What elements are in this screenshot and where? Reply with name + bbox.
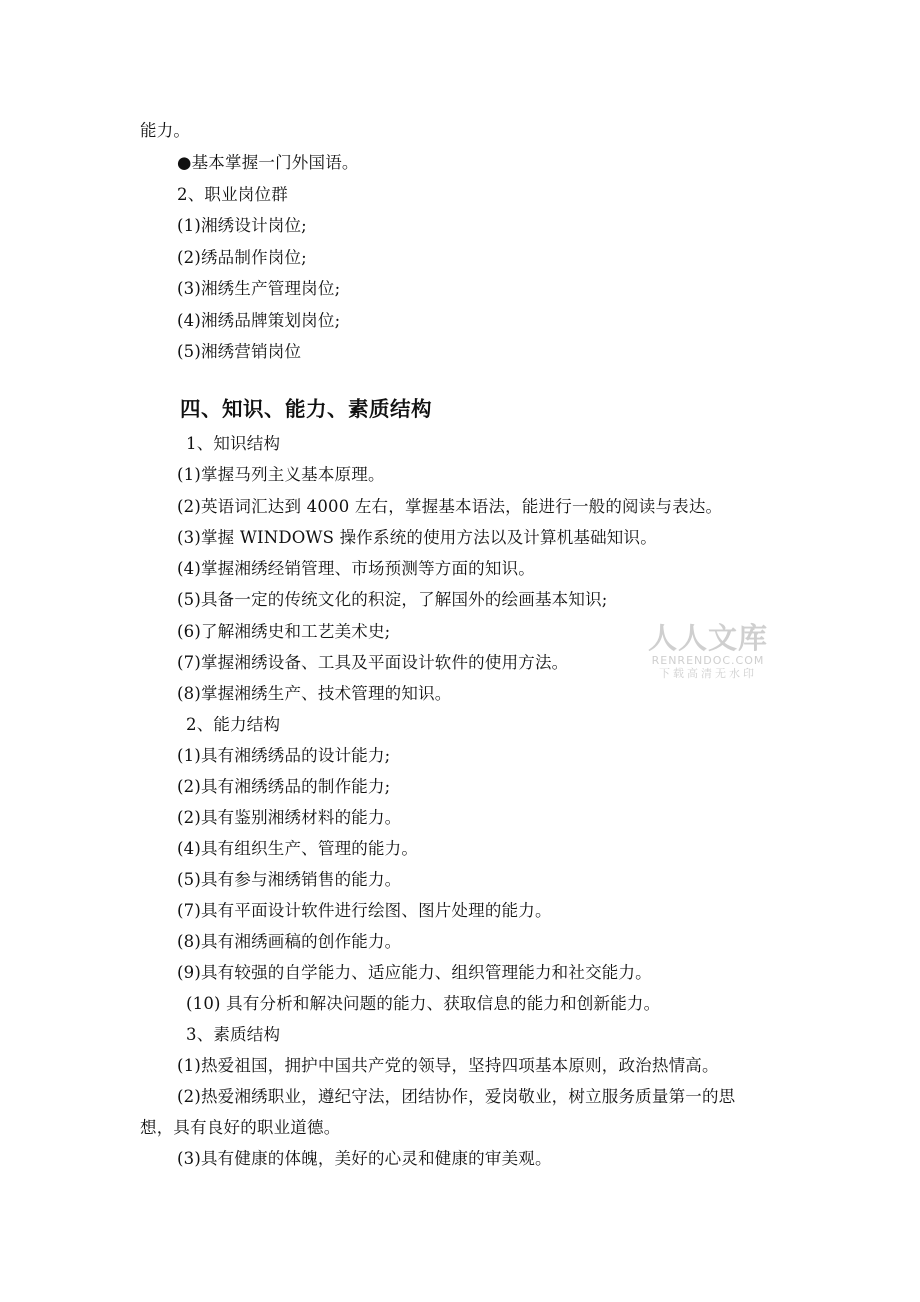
text-line: ●基本掌握一门外国语。 — [177, 153, 359, 172]
list-item: (2)英语词汇达到 4000 左右，掌握基本语法，能进行一般的阅读与表达。 — [177, 497, 723, 516]
list-item: (9)具有较强的自学能力、适应能力、组织管理能力和社交能力。 — [177, 963, 652, 982]
section-subheading: 3、素质结构 — [186, 1025, 281, 1044]
section-subheading: 2、能力结构 — [186, 715, 281, 734]
list-item: (7)掌握湘绣设备、工具及平面设计软件的使用方法。 — [177, 653, 569, 672]
watermark-domain: RENRENDOC.COM — [651, 654, 765, 667]
list-item: (10) 具有分析和解决问题的能力、获取信息的能力和创新能力。 — [186, 994, 661, 1013]
list-item: (8)掌握湘绣生产、技术管理的知识。 — [177, 684, 452, 703]
list-item: (4)湘绣品牌策划岗位; — [177, 311, 341, 330]
list-item: (4)具有组织生产、管理的能力。 — [177, 839, 419, 858]
text-line: 能力。 — [140, 121, 191, 140]
list-item: (2)具有鉴别湘绣材料的能力。 — [177, 808, 402, 827]
watermark-logo — [642, 622, 774, 681]
list-item: (3)湘绣生产管理岗位; — [177, 279, 341, 298]
list-item: (5)具备一定的传统文化的积淀，了解国外的绘画基本知识; — [177, 590, 608, 609]
watermark-name: 人人文库 — [647, 621, 768, 655]
list-item: (7)具有平面设计软件进行绘图、图片处理的能力。 — [177, 901, 552, 920]
watermark-tagline: 下载高清无水印 — [659, 667, 757, 680]
list-item: (5)湘绣营销岗位 — [177, 342, 302, 361]
list-item: (1)热爱祖国，拥护中国共产党的领导，坚持四项基本原则，政治热情高。 — [177, 1056, 719, 1075]
list-item: (3)掌握 WINDOWS 操作系统的使用方法以及计算机基础知识。 — [177, 528, 657, 547]
section-subheading: 1、知识结构 — [186, 434, 281, 453]
list-item: (1)掌握马列主义基本原理。 — [177, 465, 385, 484]
list-item: (4)掌握湘绣经销管理、市场预测等方面的知识。 — [177, 559, 535, 578]
list-item: (2)绣品制作岗位; — [177, 248, 307, 267]
section-subheading: 2、职业岗位群 — [177, 185, 288, 204]
list-item: (3)具有健康的体魄，美好的心灵和健康的审美观。 — [177, 1149, 552, 1168]
list-item-continuation: 想，具有良好的职业道德。 — [140, 1118, 341, 1137]
list-item: (2)具有湘绣绣品的制作能力; — [177, 777, 391, 796]
list-item: (1)具有湘绣绣品的设计能力; — [177, 746, 391, 765]
list-item: (6)了解湘绣史和工艺美术史; — [177, 622, 391, 641]
list-item: (5)具有参与湘绣销售的能力。 — [177, 870, 402, 889]
list-item: (8)具有湘绣画稿的创作能力。 — [177, 932, 402, 951]
list-item: (1)湘绣设计岗位; — [177, 216, 307, 235]
list-item: (2)热爱湘绣职业，遵纪守法，团结协作，爱岗敬业，树立服务质量第一的思 — [177, 1087, 736, 1106]
section-heading: 四、知识、能力、素质结构 — [180, 397, 432, 421]
